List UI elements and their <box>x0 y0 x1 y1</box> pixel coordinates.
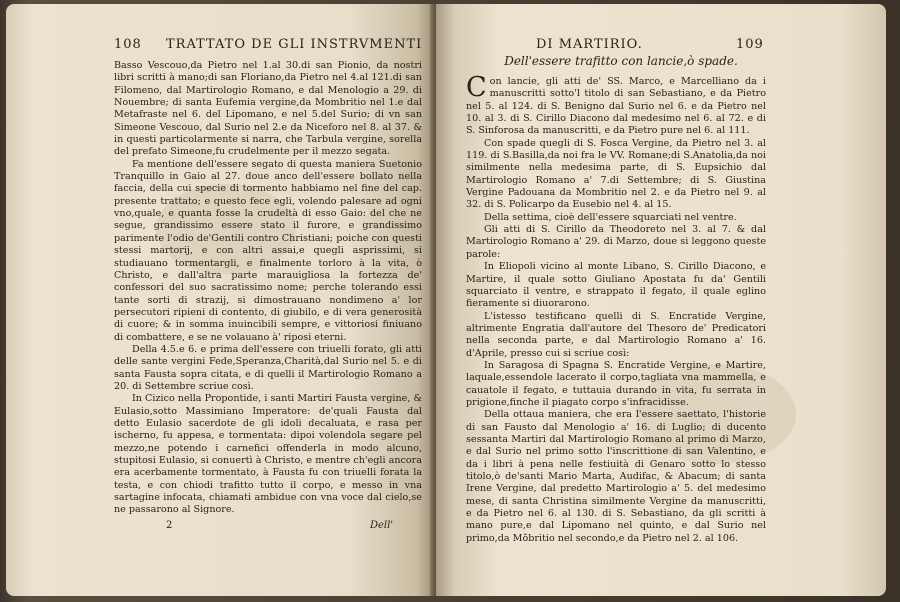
right-paragraph-7: In Saragosa di Spagna S. Encratide Vergine, e Martire, laquale,essendole lacerato il corpo,tagliata vna mammella, e cauatole il fegato, e tuttauia durando in vita, fu serrata in prigione,finche il piagato corpo s'infracidisse. <box>466 359 766 408</box>
section-subheading: Dell'essere trafitto con lancie,ò spade. <box>504 54 738 68</box>
right-paragraph-3: Della settima, cioè dell'essere squarciati nel ventre. <box>484 211 737 223</box>
right-page-body <box>466 72 766 545</box>
left-page-number: 108 <box>114 37 142 52</box>
left-running-title: TRATTATO DE GLI INSTRVMENTI <box>166 37 423 52</box>
right-running-title: DI MARTIRIO. <box>536 37 643 52</box>
right-page-header <box>436 34 886 56</box>
left-page-header <box>6 34 434 56</box>
left-paragraph-3: Della 4.5.e 6. e prima dell'essere con triuelli forato, gli atti delle sante vergini Fede,Speranza,Charità,dal Surio nel 5. e di santa Fausta sopra citata, e di quelli il Martirologio Romano a 20. di Settembre scriue così. <box>114 343 422 392</box>
signature-mark: 2 <box>166 520 173 531</box>
right-paragraph-8: Della ottaua maniera, che era l'essere saettato, l'historie di san Fausto dal Menologio a' 16. di Luglio; di ducento sessanta Martiri dal Martirologio Romano al primo di Marzo, e dal Surio nel primo sotto l'inscrittione di san Valentino, e da i libri à pena nelle festiuità di Genaro sotto lo stesso titolo,ò de'santi Mario Marta, Audifac, & Abacum; di santa Irene Vergine, dal predetto Martirologio a' 5. del medesimo mese, di santa Christina similmente Vergine da manuscritti, e da Pietro nel 6. al 130. di S. Sebastiano, da gli scritti à mano pure,e dal Lipomano nel quinto, e dal Surio nel primo,da Mõbritio nel secondo,e da Pietro nel 2. al 106. <box>466 409 766 544</box>
right-paragraph-6: L'istesso testificano quelli di S. Encratide Vergine, altrimente Engratia dall'autore del Thesoro de' Predicatori nella seconda parte, e dal Martirologio Romano a' 16. d'Aprile, presso cui si scriue così: <box>466 310 766 359</box>
right-page-number: 109 <box>736 37 764 52</box>
right-paragraph-1-text: on lancie, gli atti de' SS. Marco, e Marcelliano da i manuscritti sotto'l titolo di san Sebastiano, e da Pietro nel 5. al 124. di S. Benigno dal Surio nel 6. e da Pietro nel 10. al 3. di S. Cirillo Diacono dal medesimo nel 6. al 72. e di S. Sinforosa da manuscritti, e da Pietro pure nel 6. al 111. <box>466 76 766 137</box>
left-paragraph-4: In Cizico nella Propontide, i santi Martiri Fausta vergine, & Eulasio,sotto Massimiano Imperatore: de'quali Fausta dal detto Eulasio sacerdote de gli idoli decaluata, e rasa per ischerno, fu appesa, e tormentata: dipoi volendola segare pel mezzo,ne potendo i carnefici offenderla in modo alcuno, stupitosi Eulasio, si conuertì à Christo, e mentre ch'egli ancora era acerbamente tormentato, à Fausta fu con triuelli forata la testa, e con chiodi trafitto tutto il corpo, e messo in vna sartagine infocata, chiamati ambidue con vna voce dal cielo,se ne passarono al Signore. <box>114 393 422 516</box>
left-paragraph-1: Basso Vescouo,da Pietro nel 1.al 30.di san Pionio, da nostri libri scritti à mano;di san Floriano,da Pietro nel 4.al 121.di san Filomeno, dal Martirologio Romano, e dal Menologio a 29. di Nouembre; di santa Eufemia vergine,da Mombritio nel 1.e dal Metafraste nel 6. del Lipomano, e nel 5.del Surio; di vn san Simeone Vescouo, dal Surio nel 2.e da Niceforo nel 8. al 37. & in questi particolarmente si narra, che Tarbula vergine, sorella del prefato Simeone,fu crudelmente per il mezzo segata. <box>114 60 422 158</box>
right-paragraph-5: In Eliopoli vicino al monte Libano, S. Cirillo Diacono, e Martire, il quale sotto Giuliano Apostata fu da' Gentili squarciato il ventre, e strappato il fegato, il quale eglino fieramente si diuorarono. <box>466 261 766 310</box>
drop-cap: C <box>466 72 487 103</box>
right-page <box>436 4 886 596</box>
left-paragraph-2: Fa mentione dell'essere segato di questa maniera Suetonio Tranquillo in Gaio al 27. doue anco dell'essere bollato nella faccia, della cui specie di tormento habbiamo nel fine del cap. presente trattato; e questo fece egli, volendo palesare ad ogni vno,quale, e quanta fosse la crudeltà di esso Gaio: del che ne segue, grandissimo essere stato il furore, e grandissimo parimente l'odio de'Gentili contro Christiani; poiche con questi stessi martorij, e con altri assai,e quegli asprissimi, si studiauano tormentargli, e finalmente torloro à la vita, ò Christo, e dall'altra parte marauigliosa la fortezza de' confessori del suo sacratissimo nome; perche tolerando essi tante sorti di strazij, si dimostrauano nondimeno a' lor persecutori ripieni di contento, di giubilo, e di vera generosità di cuore; & in somma inuincibili sempre, e vittoriosi finiuano di combattere, e se ne volauano à' riposi eterni. <box>114 158 422 343</box>
left-page <box>6 4 434 596</box>
left-page-body <box>114 60 422 517</box>
right-paragraph-1 <box>466 72 766 138</box>
right-paragraph-4: Gli atti di S. Cirillo da Theodoreto nel 3. al 7. & dal Martirologio Romano a' 29. di Marzo, doue si leggono queste parole: <box>466 224 766 260</box>
catchword: Dell' <box>370 520 394 531</box>
right-paragraph-2: Con spade quegli di S. Fosca Vergine, da Pietro nel 3. al 119. di S.Basilla,da noi fra le VV. Romane;di S.Anatolia,da noi similmente nella medesima parte, di S. Eupsichio dal Martirologio Romano a' 7.di Settembre; di S. Giustina Vergine Padouana da Mombritio nel 2. e da Pietro nel 9. al 32. di S. Policarpo da Eusebio nel 4. al 15. <box>466 137 766 211</box>
